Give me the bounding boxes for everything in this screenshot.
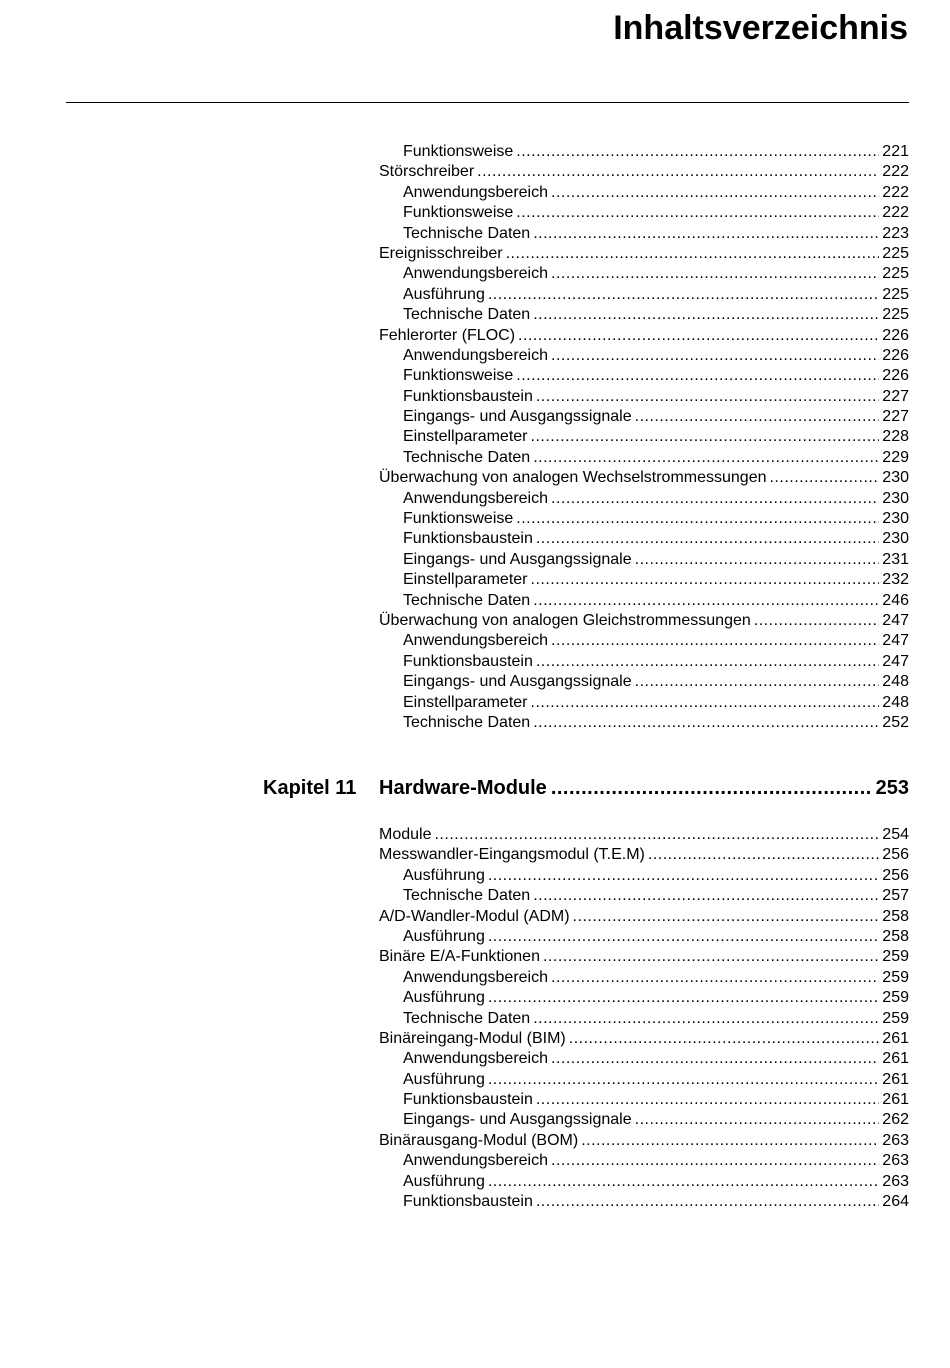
toc-entry-page: 225 — [882, 285, 909, 303]
dot-leader — [488, 988, 879, 1008]
toc-entry-title: Funktionsweise — [403, 510, 514, 528]
dot-leader — [536, 387, 879, 407]
dot-leader — [543, 947, 879, 967]
toc-entry-title: Anwendungsbereich — [403, 1050, 548, 1068]
toc-entry-title: Binäre E/A-Funktionen — [379, 948, 540, 966]
toc-entry-page: 230 — [882, 489, 909, 507]
toc-entry[interactable] — [379, 611, 909, 631]
dot-leader — [506, 244, 880, 264]
toc-entry[interactable] — [379, 1172, 909, 1192]
dot-leader — [533, 224, 879, 244]
toc-entry[interactable] — [379, 489, 909, 509]
toc-entry-page: 263 — [882, 1131, 909, 1149]
toc-entry[interactable] — [379, 672, 909, 692]
toc-entry-page: 230 — [882, 469, 909, 487]
chapter-label: Kapitel 11 — [263, 777, 357, 799]
toc-entry-title: Eingangs- und Ausgangssignale — [403, 673, 632, 691]
toc-entry[interactable] — [379, 825, 909, 845]
toc-entry-title: Ausführung — [403, 927, 485, 945]
dot-leader — [635, 550, 880, 570]
toc-entry-page: 228 — [882, 428, 909, 446]
toc-entry-page: 261 — [882, 1050, 909, 1068]
toc-entry[interactable] — [379, 631, 909, 651]
dot-leader — [551, 489, 879, 509]
dot-leader — [488, 927, 879, 947]
dot-leader — [551, 631, 879, 651]
toc-entry[interactable] — [379, 1049, 909, 1069]
toc-entry[interactable] — [379, 366, 909, 386]
toc-entry-title: Funktionsweise — [403, 204, 514, 222]
header-divider — [66, 102, 909, 103]
toc-entry[interactable] — [379, 1131, 909, 1151]
dot-leader — [551, 1049, 879, 1069]
toc-entry-title: Eingangs- und Ausgangssignale — [403, 1111, 632, 1129]
dot-leader — [516, 509, 879, 529]
toc-entry[interactable] — [379, 713, 909, 733]
toc-entry-title: A/D-Wandler-Modul (ADM) — [379, 907, 570, 925]
dot-leader — [551, 774, 872, 802]
toc-entry-title: Anwendungsbereich — [403, 346, 548, 364]
toc-entry-page: 226 — [882, 367, 909, 385]
toc-entry[interactable] — [379, 346, 909, 366]
toc-entry-page: 247 — [882, 632, 909, 650]
chapter-heading[interactable] — [263, 774, 909, 802]
toc-entry-page: 227 — [882, 408, 909, 426]
dot-leader — [533, 1009, 879, 1029]
dot-leader — [533, 305, 879, 325]
dot-leader — [551, 1151, 879, 1171]
toc-entry-title: Eingangs- und Ausgangssignale — [403, 550, 632, 568]
toc-entry-page: 259 — [882, 948, 909, 966]
toc-entry[interactable] — [379, 1070, 909, 1090]
toc-entry[interactable] — [379, 468, 909, 488]
toc-entry[interactable] — [379, 693, 909, 713]
toc-entry-title: Einstellparameter — [403, 428, 528, 446]
toc-entry[interactable] — [379, 1029, 909, 1049]
toc-entry[interactable] — [379, 947, 909, 967]
dot-leader — [769, 468, 879, 488]
toc-entry-title: Binärausgang-Modul (BOM) — [379, 1131, 579, 1149]
dot-leader — [518, 326, 879, 346]
toc-entry-page: 222 — [882, 183, 909, 201]
dot-leader — [536, 1192, 879, 1212]
dot-leader — [635, 1110, 880, 1130]
toc-entry[interactable] — [379, 448, 909, 468]
toc-entry[interactable] — [379, 1110, 909, 1130]
toc-entry-page: 256 — [882, 866, 909, 884]
toc-entry[interactable] — [379, 652, 909, 672]
toc-entry-title: Ausführung — [403, 285, 485, 303]
dot-leader — [434, 825, 879, 845]
toc-entry-page: 221 — [882, 143, 909, 160]
toc-entry[interactable] — [379, 162, 909, 182]
toc-entry-title: Technische Daten — [403, 306, 531, 324]
toc-entry-title: Störschreiber — [379, 163, 475, 181]
dot-leader — [516, 142, 879, 162]
toc-entry-title: Funktionsbaustein — [403, 530, 533, 548]
toc-entry-title: Anwendungsbereich — [403, 968, 548, 986]
toc-entry-page: 222 — [882, 163, 909, 181]
toc-entry-page: 264 — [882, 1193, 909, 1211]
toc-entry-page: 254 — [882, 826, 909, 843]
toc-entry-page: 261 — [882, 1029, 909, 1047]
toc-entry-title: Technische Daten — [403, 713, 531, 731]
toc-entry-title: Fehlerorter (FLOC) — [379, 326, 516, 344]
toc-entry-title: Technische Daten — [403, 448, 531, 466]
dot-leader — [531, 693, 880, 713]
toc-entry[interactable] — [379, 183, 909, 203]
toc-entry-page: 263 — [882, 1152, 909, 1170]
dot-leader — [488, 1070, 879, 1090]
toc-entry[interactable] — [379, 407, 909, 427]
toc-entry-title: Technische Daten — [403, 591, 531, 609]
dot-leader — [477, 162, 879, 182]
dot-leader — [536, 1090, 879, 1110]
toc-entry[interactable] — [379, 142, 909, 162]
toc-entry[interactable] — [379, 509, 909, 529]
toc-entry-page: 259 — [882, 989, 909, 1007]
toc-entry-title: Funktionsbaustein — [403, 1091, 533, 1109]
toc-entry-page: 225 — [882, 306, 909, 324]
toc-entry-title: Überwachung von analogen Wechselstrommessungen — [379, 469, 767, 487]
dot-leader — [533, 448, 879, 468]
toc-entry-page: 223 — [882, 224, 909, 242]
toc-entry[interactable] — [379, 866, 909, 886]
dot-leader — [648, 845, 879, 865]
toc-entry[interactable] — [379, 968, 909, 988]
toc-entry[interactable] — [379, 305, 909, 325]
toc-entry-title: Funktionsweise — [403, 143, 514, 160]
toc-entry-page: 225 — [882, 244, 909, 262]
toc-entry[interactable] — [379, 326, 909, 346]
toc-entry-page: 261 — [882, 1070, 909, 1088]
toc-entry[interactable] — [379, 387, 909, 407]
toc-entry-title: Funktionsbaustein — [403, 387, 533, 405]
toc-entry[interactable] — [379, 1009, 909, 1029]
toc-entry-page: 231 — [882, 550, 909, 568]
toc-entry-title: Ausführung — [403, 989, 485, 1007]
toc-entry[interactable] — [379, 264, 909, 284]
toc-entry[interactable] — [379, 285, 909, 305]
toc-entry[interactable] — [379, 244, 909, 264]
toc-entry-page: 252 — [882, 713, 909, 731]
toc-entry-title: Einstellparameter — [403, 571, 528, 589]
toc-entry-title: Ereignisschreiber — [379, 244, 503, 262]
toc-entry[interactable] — [379, 1151, 909, 1171]
toc-entry[interactable] — [379, 529, 909, 549]
toc-entry[interactable] — [379, 203, 909, 223]
dot-leader — [516, 366, 879, 386]
toc-entry-title: Module — [379, 826, 432, 843]
toc-entry-page: 226 — [882, 326, 909, 344]
toc-entry-page: 229 — [882, 448, 909, 466]
dot-leader — [488, 866, 879, 886]
toc-entry-page: 258 — [882, 927, 909, 945]
dot-leader — [635, 407, 880, 427]
dot-leader — [533, 886, 879, 906]
toc-entry-page: 248 — [882, 673, 909, 691]
toc-entry[interactable] — [379, 224, 909, 244]
toc-entry-page: 247 — [882, 652, 909, 670]
toc-entry-page: 222 — [882, 204, 909, 222]
toc-entry-page: 226 — [882, 346, 909, 364]
dot-leader — [581, 1131, 879, 1151]
toc-entry[interactable] — [379, 1192, 909, 1212]
dot-leader — [551, 968, 879, 988]
toc-entry-page: 225 — [882, 265, 909, 283]
toc-entry-title: Anwendungsbereich — [403, 1152, 548, 1170]
page-title: Inhaltsverzeichnis — [613, 9, 908, 47]
dot-leader — [573, 907, 880, 927]
dot-leader — [488, 1172, 879, 1192]
toc-entry[interactable] — [379, 907, 909, 927]
toc-entry-title: Anwendungsbereich — [403, 183, 548, 201]
dot-leader — [635, 672, 880, 692]
toc-entry-page: 232 — [882, 571, 909, 589]
toc-entry-page: 230 — [882, 510, 909, 528]
dot-leader — [533, 591, 879, 611]
toc-entry-title: Messwandler-Eingangsmodul (T.E.M) — [379, 846, 645, 864]
dot-leader — [533, 713, 879, 733]
toc-entry-page: 246 — [882, 591, 909, 609]
dot-leader — [536, 652, 879, 672]
dot-leader — [536, 529, 879, 549]
dot-leader — [551, 264, 879, 284]
toc-list-top — [379, 142, 909, 733]
toc-entry[interactable] — [379, 927, 909, 947]
dot-leader — [551, 346, 879, 366]
toc-entry-title: Technische Daten — [403, 1009, 531, 1027]
toc-entry[interactable] — [379, 427, 909, 447]
toc-entry-page: 257 — [882, 887, 909, 905]
toc-entry[interactable] — [379, 591, 909, 611]
toc-entry[interactable] — [379, 988, 909, 1008]
dot-leader — [754, 611, 880, 631]
toc-entry-page: 247 — [882, 611, 909, 629]
toc-entry-page: 230 — [882, 530, 909, 548]
toc-entry-title: Funktionsbaustein — [403, 652, 533, 670]
toc-entry[interactable] — [379, 550, 909, 570]
dot-leader — [531, 427, 880, 447]
toc-entry-title: Ausführung — [403, 1172, 485, 1190]
toc-entry-page: 262 — [882, 1111, 909, 1129]
toc-entry-page: 256 — [882, 846, 909, 864]
toc-entry-title: Anwendungsbereich — [403, 265, 548, 283]
toc-entry-title: Eingangs- und Ausgangssignale — [403, 408, 632, 426]
toc-entry-page: 248 — [882, 693, 909, 711]
toc-entry-title: Ausführung — [403, 1070, 485, 1088]
toc-entry-title: Funktionsbaustein — [403, 1193, 533, 1211]
toc-list-bottom — [379, 825, 909, 1212]
toc-entry-title: Technische Daten — [403, 224, 531, 242]
toc-entry-page: 263 — [882, 1172, 909, 1190]
toc-entry-page: 227 — [882, 387, 909, 405]
chapter-page: 253 — [875, 777, 909, 799]
chapter-title: Hardware-Module — [379, 777, 547, 799]
toc-entry-title: Technische Daten — [403, 887, 531, 905]
dot-leader — [569, 1029, 880, 1049]
dot-leader — [551, 183, 879, 203]
toc-entry[interactable] — [379, 845, 909, 865]
toc-entry[interactable] — [379, 570, 909, 590]
toc-entry-title: Anwendungsbereich — [403, 489, 548, 507]
toc-entry[interactable] — [379, 1090, 909, 1110]
toc-entry[interactable] — [379, 886, 909, 906]
toc-entry-title: Binäreingang-Modul (BIM) — [379, 1029, 566, 1047]
toc-entry-title: Einstellparameter — [403, 693, 528, 711]
toc-entry-title: Anwendungsbereich — [403, 632, 548, 650]
dot-leader — [531, 570, 880, 590]
toc-entry-page: 261 — [882, 1091, 909, 1109]
toc-entry-page: 258 — [882, 907, 909, 925]
dot-leader — [516, 203, 879, 223]
toc-entry-title: Funktionsweise — [403, 367, 514, 385]
toc-entry-page: 259 — [882, 1009, 909, 1027]
toc-entry-title: Überwachung von analogen Gleichstrommessungen — [379, 611, 751, 629]
toc-entry-page: 259 — [882, 968, 909, 986]
dot-leader — [488, 285, 879, 305]
toc-entry-title: Ausführung — [403, 866, 485, 884]
